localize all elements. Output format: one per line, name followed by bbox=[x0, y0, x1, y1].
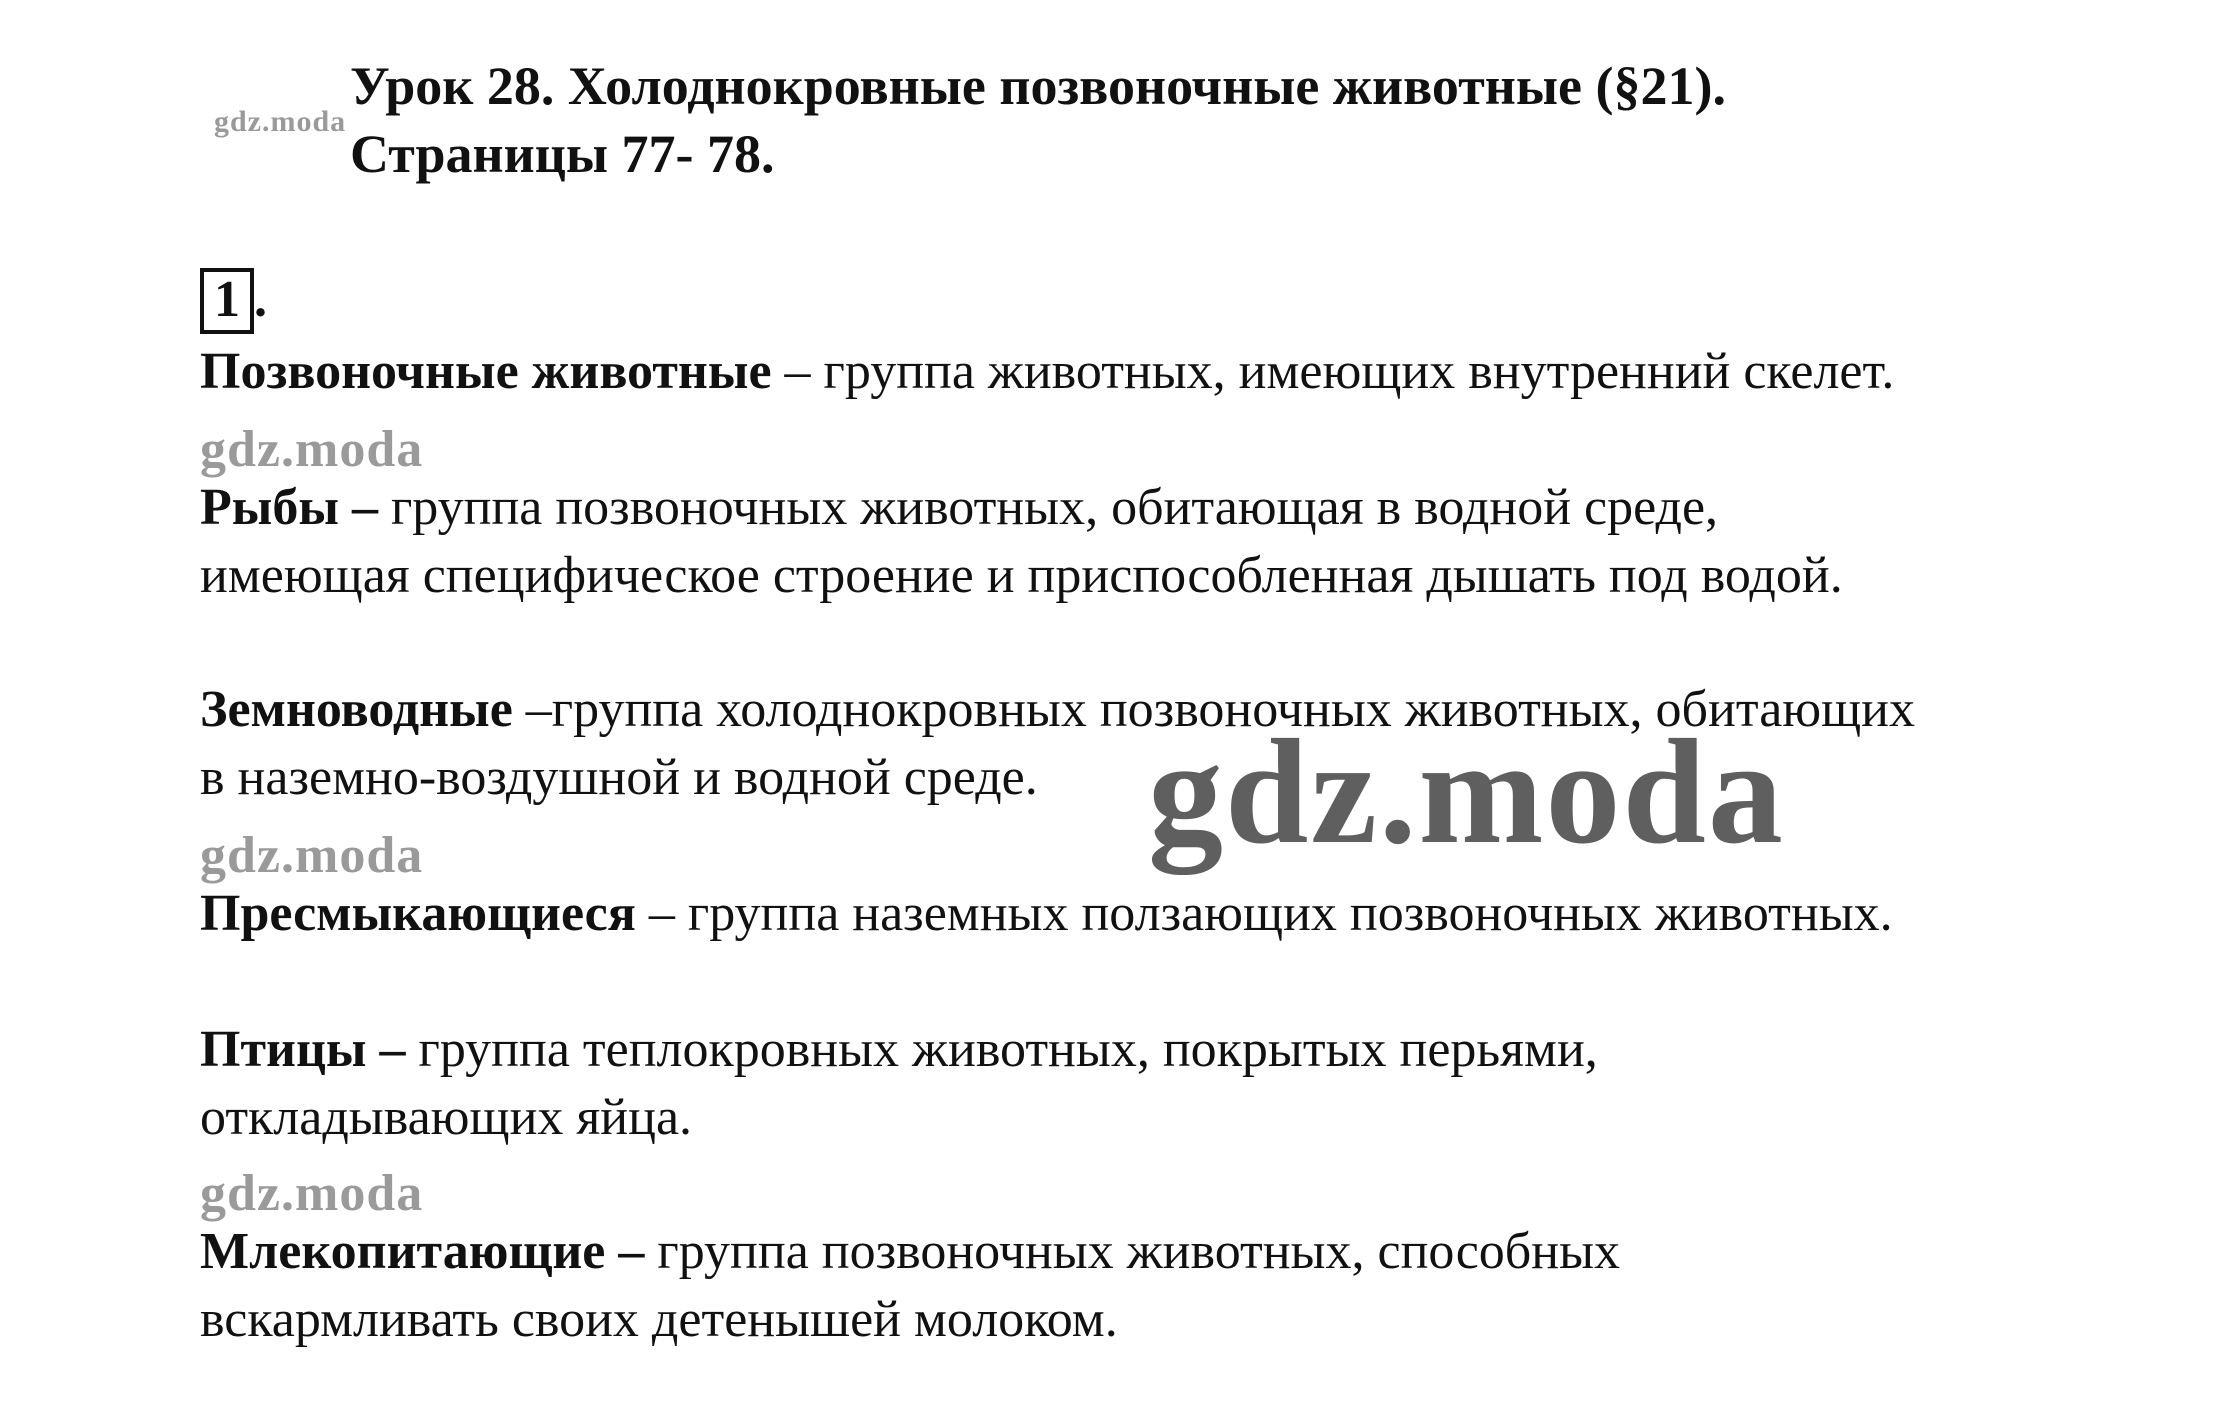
definition-term: Рыбы – bbox=[200, 479, 378, 536]
definition-separator: – bbox=[771, 343, 824, 400]
watermark-line: gdz.moda bbox=[200, 1165, 424, 1222]
definition-birds bbox=[200, 1016, 2200, 1152]
definition-term: Позвоночные животные bbox=[200, 343, 772, 400]
definition-text: группа животных, имеющих внутренний скелет. bbox=[823, 343, 1895, 400]
definition-vertebrates bbox=[200, 338, 2200, 406]
definition-text: группа холоднокровных позвоночных животных, обитающих bbox=[551, 681, 1915, 738]
definition-line-2: откладывающих яйца. bbox=[200, 1089, 693, 1146]
definition-separator: – bbox=[512, 681, 552, 738]
lesson-title-line-2: Страницы 77- 78. bbox=[350, 124, 775, 184]
definition-line-2: вскармливать своих детенышей молоком. bbox=[200, 1291, 1118, 1348]
definition-text: группа наземных ползающих позвоночных животных. bbox=[687, 885, 1893, 942]
definition-line-1 bbox=[200, 1016, 2200, 1084]
lesson-title bbox=[350, 52, 1726, 188]
definition-line-2: имеющая специфическое строение и приспособленная дышать под водой. bbox=[200, 547, 1843, 604]
watermark-large: gdz.moda bbox=[1148, 709, 1785, 875]
definition-mammals bbox=[200, 1218, 2200, 1354]
definition-term: Млекопитающие – bbox=[200, 1223, 645, 1280]
definition-separator: – bbox=[635, 885, 688, 942]
watermark-line: gdz.moda bbox=[200, 827, 424, 884]
definition-term: Земноводные bbox=[200, 681, 513, 738]
definition-line-2: в наземно-воздушной и водной среде. bbox=[200, 749, 1038, 806]
definition-text: группа позвоночных животных, обитающая в водной среде, bbox=[390, 479, 1719, 536]
definition-separator bbox=[406, 1021, 419, 1078]
definition-separator bbox=[378, 479, 391, 536]
task-number-suffix: . bbox=[254, 271, 267, 328]
definition-separator bbox=[644, 1223, 657, 1280]
definition-line-1 bbox=[200, 474, 2200, 542]
definition-term: Птицы – bbox=[200, 1021, 406, 1078]
definition-line-1 bbox=[200, 1218, 2200, 1286]
definition-fish bbox=[200, 474, 2200, 610]
definition-text: группа позвоночных животных, способных bbox=[657, 1223, 1620, 1280]
definition-reptiles bbox=[200, 880, 2200, 948]
watermark-top: gdz.moda bbox=[214, 105, 347, 138]
lesson-title-line-1: Урок 28. Холоднокровные позвоночные животные (§21). bbox=[350, 56, 1726, 116]
task-number-box: 1 bbox=[200, 268, 254, 334]
watermark-line: gdz.moda bbox=[200, 421, 424, 478]
definition-text: группа теплокровных животных, покрытых перьями, bbox=[418, 1021, 1598, 1078]
task-number bbox=[200, 268, 267, 334]
definition-term: Пресмыкающиеся bbox=[200, 885, 636, 942]
